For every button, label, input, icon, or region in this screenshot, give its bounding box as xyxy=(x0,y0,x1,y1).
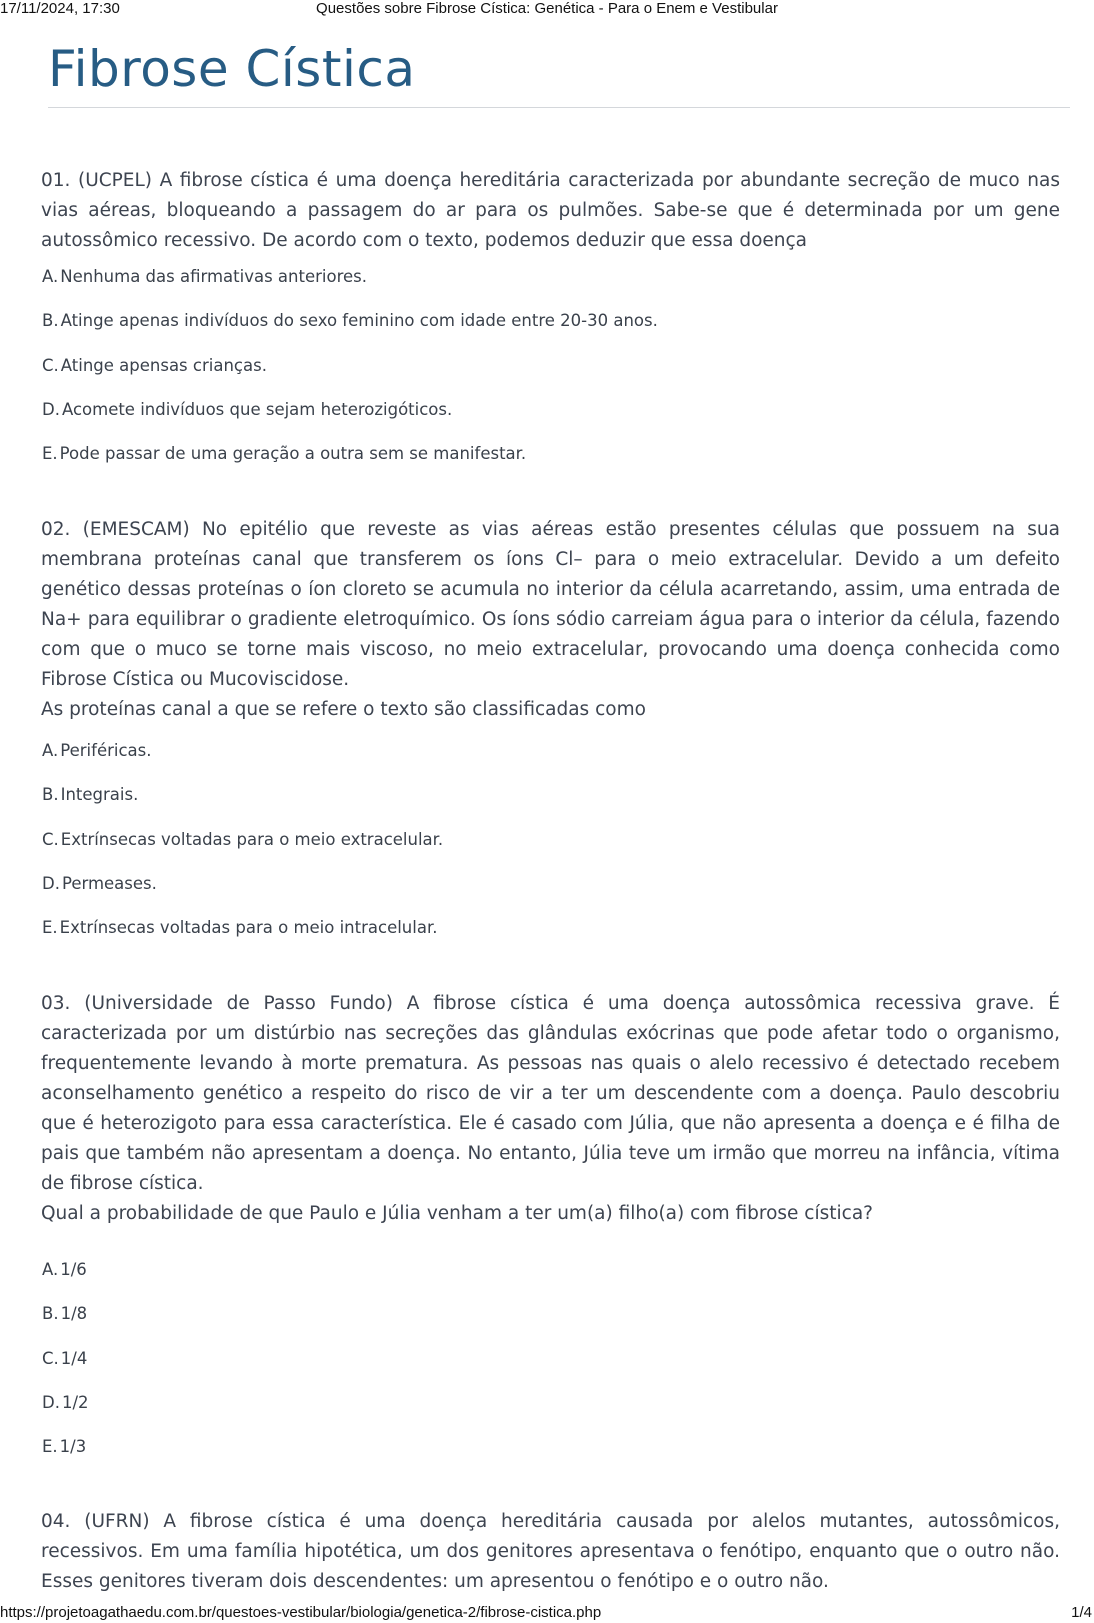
title-divider xyxy=(48,107,1070,108)
option-a[interactable] xyxy=(42,741,443,785)
question-paragraph: 03. (Universidade de Passo Fundo) A fibrose cística é uma doença autossômica recessiva grave. É caracterizada por um distúrbio nas secreções das glândulas exócrinas que pode afetar todo o organismo, frequentemente levando à morte prematura. As pessoas nas quais o alelo recessivo é detectado recebem aconselhamento genético a respeito do risco de vir a ter um descendente com a doença. Paulo descobriu que é heterozigoto para essa característica. Ele é casado com Júlia, que não apresenta a doença e é filha de pais que também não apresentam a doença. No entanto, Júlia teve um irmão que morreu na infância, vítima de fibrose cística. xyxy=(41,993,1060,1194)
page-url: https://projetoagathaedu.com.br/questoes-vestibular/biologia/genetica-2/fibrose-cistica.php xyxy=(0,1604,602,1621)
question-paragraph: 04. (UFRN) A fibrose cística é uma doença hereditária causada por alelos mutantes, autossômicos, recessivos. Em uma família hipotética, um dos genitores apresentava o fenótipo, enquanto que o outro não. Esses genitores tiveram dois descendentes: um apresentou o fenótipo e o outro não. xyxy=(41,1511,1060,1592)
question-paragraph: 02. (EMESCAM) No epitélio que reveste as vias aéreas estão presentes células que possuem na sua membrana proteínas canal que transferem os íons Cl– para o meio extracelular. Devido a um defeito genético dessas proteínas o íon cloreto se acumula no interior da célula acarretando, assim, uma entrada de Na+ para equilibrar o gradiente eletroquímico. Os íons sódio carreiam água para o interior da célula, fazendo com que o muco se torne mais viscoso, no meio extracelular, provocando uma doença conhecida como Fibrose Cística ou Mucoviscidose. xyxy=(41,519,1060,690)
option-letter: E. xyxy=(42,918,58,938)
option-letter: B. xyxy=(42,311,59,331)
option-b[interactable] xyxy=(42,1304,89,1348)
question-paragraph: 01. (UCPEL) A fibrose cística é uma doença hereditária caracterizada por abundante secreção de muco nas vias aéreas, bloqueando a passagem do ar para os pulmões. Sabe-se que é determinada por um gene autossômico recessivo. De acordo com o texto, podemos deduzir que essa doença xyxy=(41,170,1060,251)
option-text: Acomete indivíduos que sejam heterozigóticos. xyxy=(61,399,453,419)
option-c[interactable] xyxy=(42,356,658,400)
print-document-title: Questões sobre Fibrose Cística: Genética - Para o Enem e Vestibular xyxy=(316,0,778,17)
option-letter: D. xyxy=(42,873,60,893)
option-letter: D. xyxy=(42,1392,60,1412)
option-letter: C. xyxy=(42,829,59,849)
question-03-options xyxy=(42,1260,89,1481)
option-text: Atinge apenas indivíduos do sexo feminino com idade entre 20-30 anos. xyxy=(60,311,658,331)
question-01-options xyxy=(42,267,658,488)
option-text: Integrais. xyxy=(60,785,139,805)
option-e[interactable] xyxy=(42,444,658,488)
option-text: Periféricas. xyxy=(60,741,152,760)
option-letter: A. xyxy=(42,267,59,286)
option-text: Permeases. xyxy=(61,873,157,893)
option-text: Extrínsecas voltadas para o meio extracelular. xyxy=(60,829,444,849)
option-b[interactable] xyxy=(42,785,443,829)
question-paragraph: Qual a probabilidade de que Paulo e Júlia venham a ter um(a) filho(a) com fibrose cística? xyxy=(41,1203,873,1224)
print-footer xyxy=(0,1604,1094,1622)
option-c[interactable] xyxy=(42,1349,89,1393)
page-title: Fibrose Cística xyxy=(48,40,416,98)
option-text: Extrínsecas voltadas para o meio intracelular. xyxy=(59,918,438,938)
option-c[interactable] xyxy=(42,830,443,874)
option-text: 1/2 xyxy=(61,1392,89,1412)
option-letter: C. xyxy=(42,355,59,375)
option-text: Pode passar de uma geração a outra sem se manifestar. xyxy=(59,444,527,464)
option-a[interactable] xyxy=(42,1260,89,1304)
option-letter: D. xyxy=(42,399,60,419)
option-text: 1/8 xyxy=(60,1304,88,1324)
option-e[interactable] xyxy=(42,1437,89,1481)
question-01-stem xyxy=(41,166,1060,256)
option-letter: B. xyxy=(42,785,59,805)
option-letter: C. xyxy=(42,1348,59,1368)
print-header xyxy=(0,0,1094,18)
option-letter: A. xyxy=(42,741,59,760)
page-number: 1/4 xyxy=(1071,1604,1092,1621)
option-b[interactable] xyxy=(42,311,658,355)
option-text: Nenhuma das afirmativas anteriores. xyxy=(60,267,367,286)
option-text: 1/3 xyxy=(59,1437,87,1457)
option-d[interactable] xyxy=(42,1393,89,1437)
option-a[interactable] xyxy=(42,267,658,311)
option-letter: B. xyxy=(42,1304,59,1324)
question-02-options xyxy=(42,741,443,962)
option-text: Atinge apensas crianças. xyxy=(60,355,267,375)
option-d[interactable] xyxy=(42,874,443,918)
option-letter: E. xyxy=(42,1437,58,1457)
option-d[interactable] xyxy=(42,400,658,444)
question-paragraph: As proteínas canal a que se refere o texto são classificadas como xyxy=(41,699,646,720)
option-letter: E. xyxy=(42,444,58,464)
question-03-stem xyxy=(41,989,1060,1229)
question-04-stem xyxy=(41,1507,1060,1597)
option-letter: A. xyxy=(42,1260,59,1279)
option-e[interactable] xyxy=(42,918,443,962)
print-datetime: 17/11/2024, 17:30 xyxy=(0,0,120,17)
question-02-stem xyxy=(41,515,1060,725)
option-text: 1/6 xyxy=(60,1260,87,1279)
option-text: 1/4 xyxy=(60,1348,88,1368)
